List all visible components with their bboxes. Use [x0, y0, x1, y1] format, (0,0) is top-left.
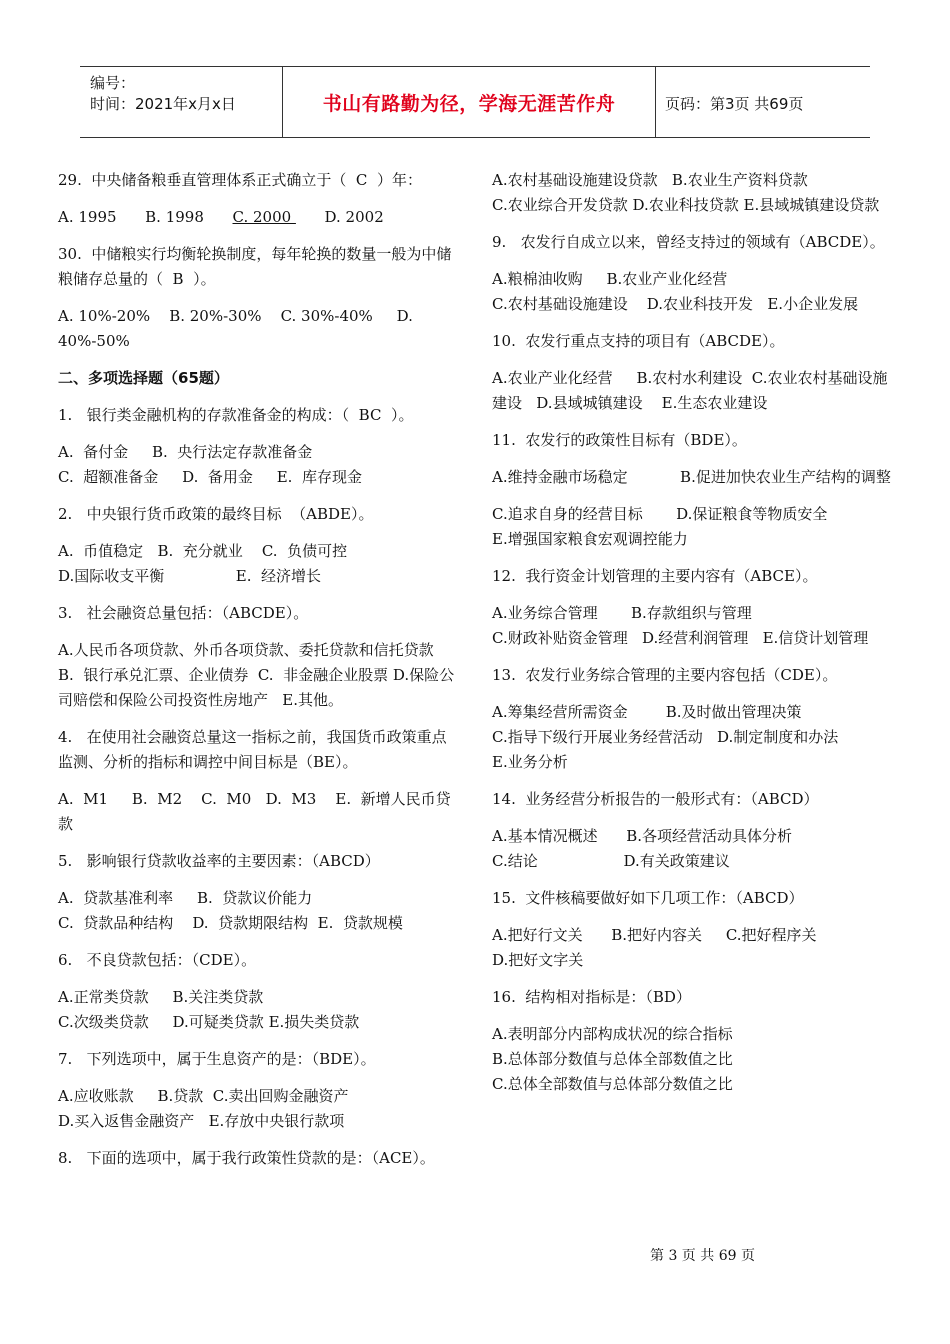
- question-3: 3. 社会融资总量包括：（ABCDE）。: [58, 604, 309, 622]
- question-16-options: A.表明部分内部构成状况的综合指标 B.总体部分数值与总体全部数值之比 C.总体全部数值与总体部分数值之比: [492, 1025, 733, 1093]
- question-14-options: A.基本情况概述 B.各项经营活动具体分析 C.结论 D.有关政策建议: [492, 827, 793, 870]
- header-divider: [655, 67, 656, 137]
- right-column: [492, 168, 892, 1109]
- document-date: 时间：2021年x月x日: [90, 95, 236, 113]
- question-13: 13. 农发行业务综合管理的主要内容包括（CDE）。: [492, 666, 838, 684]
- question-1-options: A. 备付金 B. 央行法定存款准备金 C. 超额准备金 D. 备用金 E. 库存现金: [58, 443, 362, 486]
- question-1: 1. 银行类金融机构的存款准备金的构成：（ BC ）。: [58, 406, 414, 424]
- question-8: 8. 下面的选项中，属于我行政策性贷款的是：（ACE）。: [58, 1149, 435, 1167]
- question-4: 4. 在使用社会融资总量这一指标之前，我国货币政策重点监测、分析的指标和调控中间目标是（BE）。: [58, 728, 447, 771]
- question-30-options: A. 10%-20% B. 20%-30% C. 30%-40% D. 40%-50%: [58, 307, 418, 350]
- header-info: [90, 73, 236, 115]
- question-11-options: A.维持金融市场稳定 B.促进加快农业生产结构的调整: [492, 468, 891, 486]
- option-text: A. 1995 B. 1998: [58, 208, 233, 226]
- question-12: 12. 我行资金计划管理的主要内容有（ABCE）。: [492, 567, 818, 585]
- question-13-options: A.筹集经营所需资金 B.及时做出管理决策 C.指导下级行开展业务经营活动 D.制定制度和办法 E.业务分析: [492, 703, 839, 771]
- option-text: D. 2002: [295, 208, 384, 226]
- question-9: 9. 农发行自成立以来，曾经支持过的领域有（ABCDE）。: [492, 233, 885, 251]
- question-5: 5. 影响银行贷款收益率的主要因素：（ABCD）: [58, 852, 380, 870]
- question-5-options: A. 贷款基准利率 B. 贷款议价能力 C. 贷款品种结构 D. 贷款期限结构 E. 贷款规模: [58, 889, 403, 932]
- question-15: 15. 文件核稿要做好如下几项工作：（ABCD）: [492, 889, 804, 907]
- section-heading: 二、多项选择题（65题）: [58, 369, 229, 387]
- question-7: 7. 下列选项中，属于生息资产的是：（BDE）。: [58, 1050, 376, 1068]
- question-9-options: A.粮棉油收购 B.农业产业化经营 C.农村基础设施建设 D.农业科技开发 E.小企业发展: [492, 270, 859, 313]
- answer-option: C. 2000: [232, 208, 296, 226]
- question-10-options: A.农业产业化经营 B.农村水利建设 C.农业农村基础设施建设 D.县域城镇建设 E.生态农业建设: [492, 369, 888, 412]
- question-30: 30. 中储粮实行均衡轮换制度，每年轮换的数量一般为中储粮储存总量的（ B ）。: [58, 245, 452, 288]
- page-footer: 第 3 页 共 69 页: [650, 1248, 755, 1264]
- question-2: 2. 中央银行货币政策的最终目标 （ABDE）。: [58, 505, 374, 523]
- question-2-options: A. 币值稳定 B. 充分就业 C. 负债可控 D.国际收支平衡 E. 经济增长: [58, 542, 348, 585]
- question-3-options: A.人民币各项贷款、外币各项贷款、委托贷款和信托贷款 B. 银行承兑汇票、企业债券 C. 非金融企业股票 D.保险公司赔偿和保险公司投资性房地产 E.其他。: [58, 641, 455, 709]
- question-4-options: A. M1 B. M2 C. M0 D. M3 E. 新增人民币贷款: [58, 790, 451, 833]
- header-page-number: 页码：第3页 共69页: [665, 95, 804, 113]
- question-6-options: A.正常类贷款 B.关注类贷款 C.次级类贷款 D.可疑类贷款 E.损失类贷款: [58, 988, 360, 1031]
- question-8-options: A.农村基础设施建设贷款 B.农业生产资料贷款 C.农业综合开发贷款 D.农业科技贷款 E.县域城镇建设贷款: [492, 171, 880, 214]
- left-column: [58, 168, 458, 1183]
- question-11: 11. 农发行的政策性目标有（BDE）。: [492, 431, 747, 449]
- page-header: [80, 66, 870, 138]
- question-12-options: A.业务综合管理 B.存款组织与管理 C.财政补贴资金管理 D.经营利润管理 E.信贷计划管理: [492, 604, 869, 647]
- question-7-options: A.应收账款 B.贷款 C.卖出回购金融资产 D.买入返售金融资产 E.存放中央银行款项: [58, 1087, 349, 1130]
- header-motto: 书山有路勤为径，学海无涯苦作舟: [322, 93, 616, 115]
- question-14: 14. 业务经营分析报告的一般形式有：（ABCD）: [492, 790, 819, 808]
- question-16: 16. 结构相对指标是：（BD）: [492, 988, 691, 1006]
- document-number-label: 编号：: [90, 74, 136, 92]
- question-15-options: A.把好行文关 B.把好内容关 C.把好程序关 D.把好文字关: [492, 926, 817, 969]
- question-10: 10. 农发行重点支持的项目有（ABCDE）。: [492, 332, 785, 350]
- question-29-options: [58, 205, 458, 230]
- question-11-options-continued: C.追求自身的经营目标 D.保证粮食等物质安全 E.增强国家粮食宏观调控能力: [492, 505, 828, 548]
- question-29: 29. 中央储备粮垂直管理体系正式确立于（ C ）年：: [58, 171, 422, 189]
- question-6: 6. 不良贷款包括：（CDE）。: [58, 951, 257, 969]
